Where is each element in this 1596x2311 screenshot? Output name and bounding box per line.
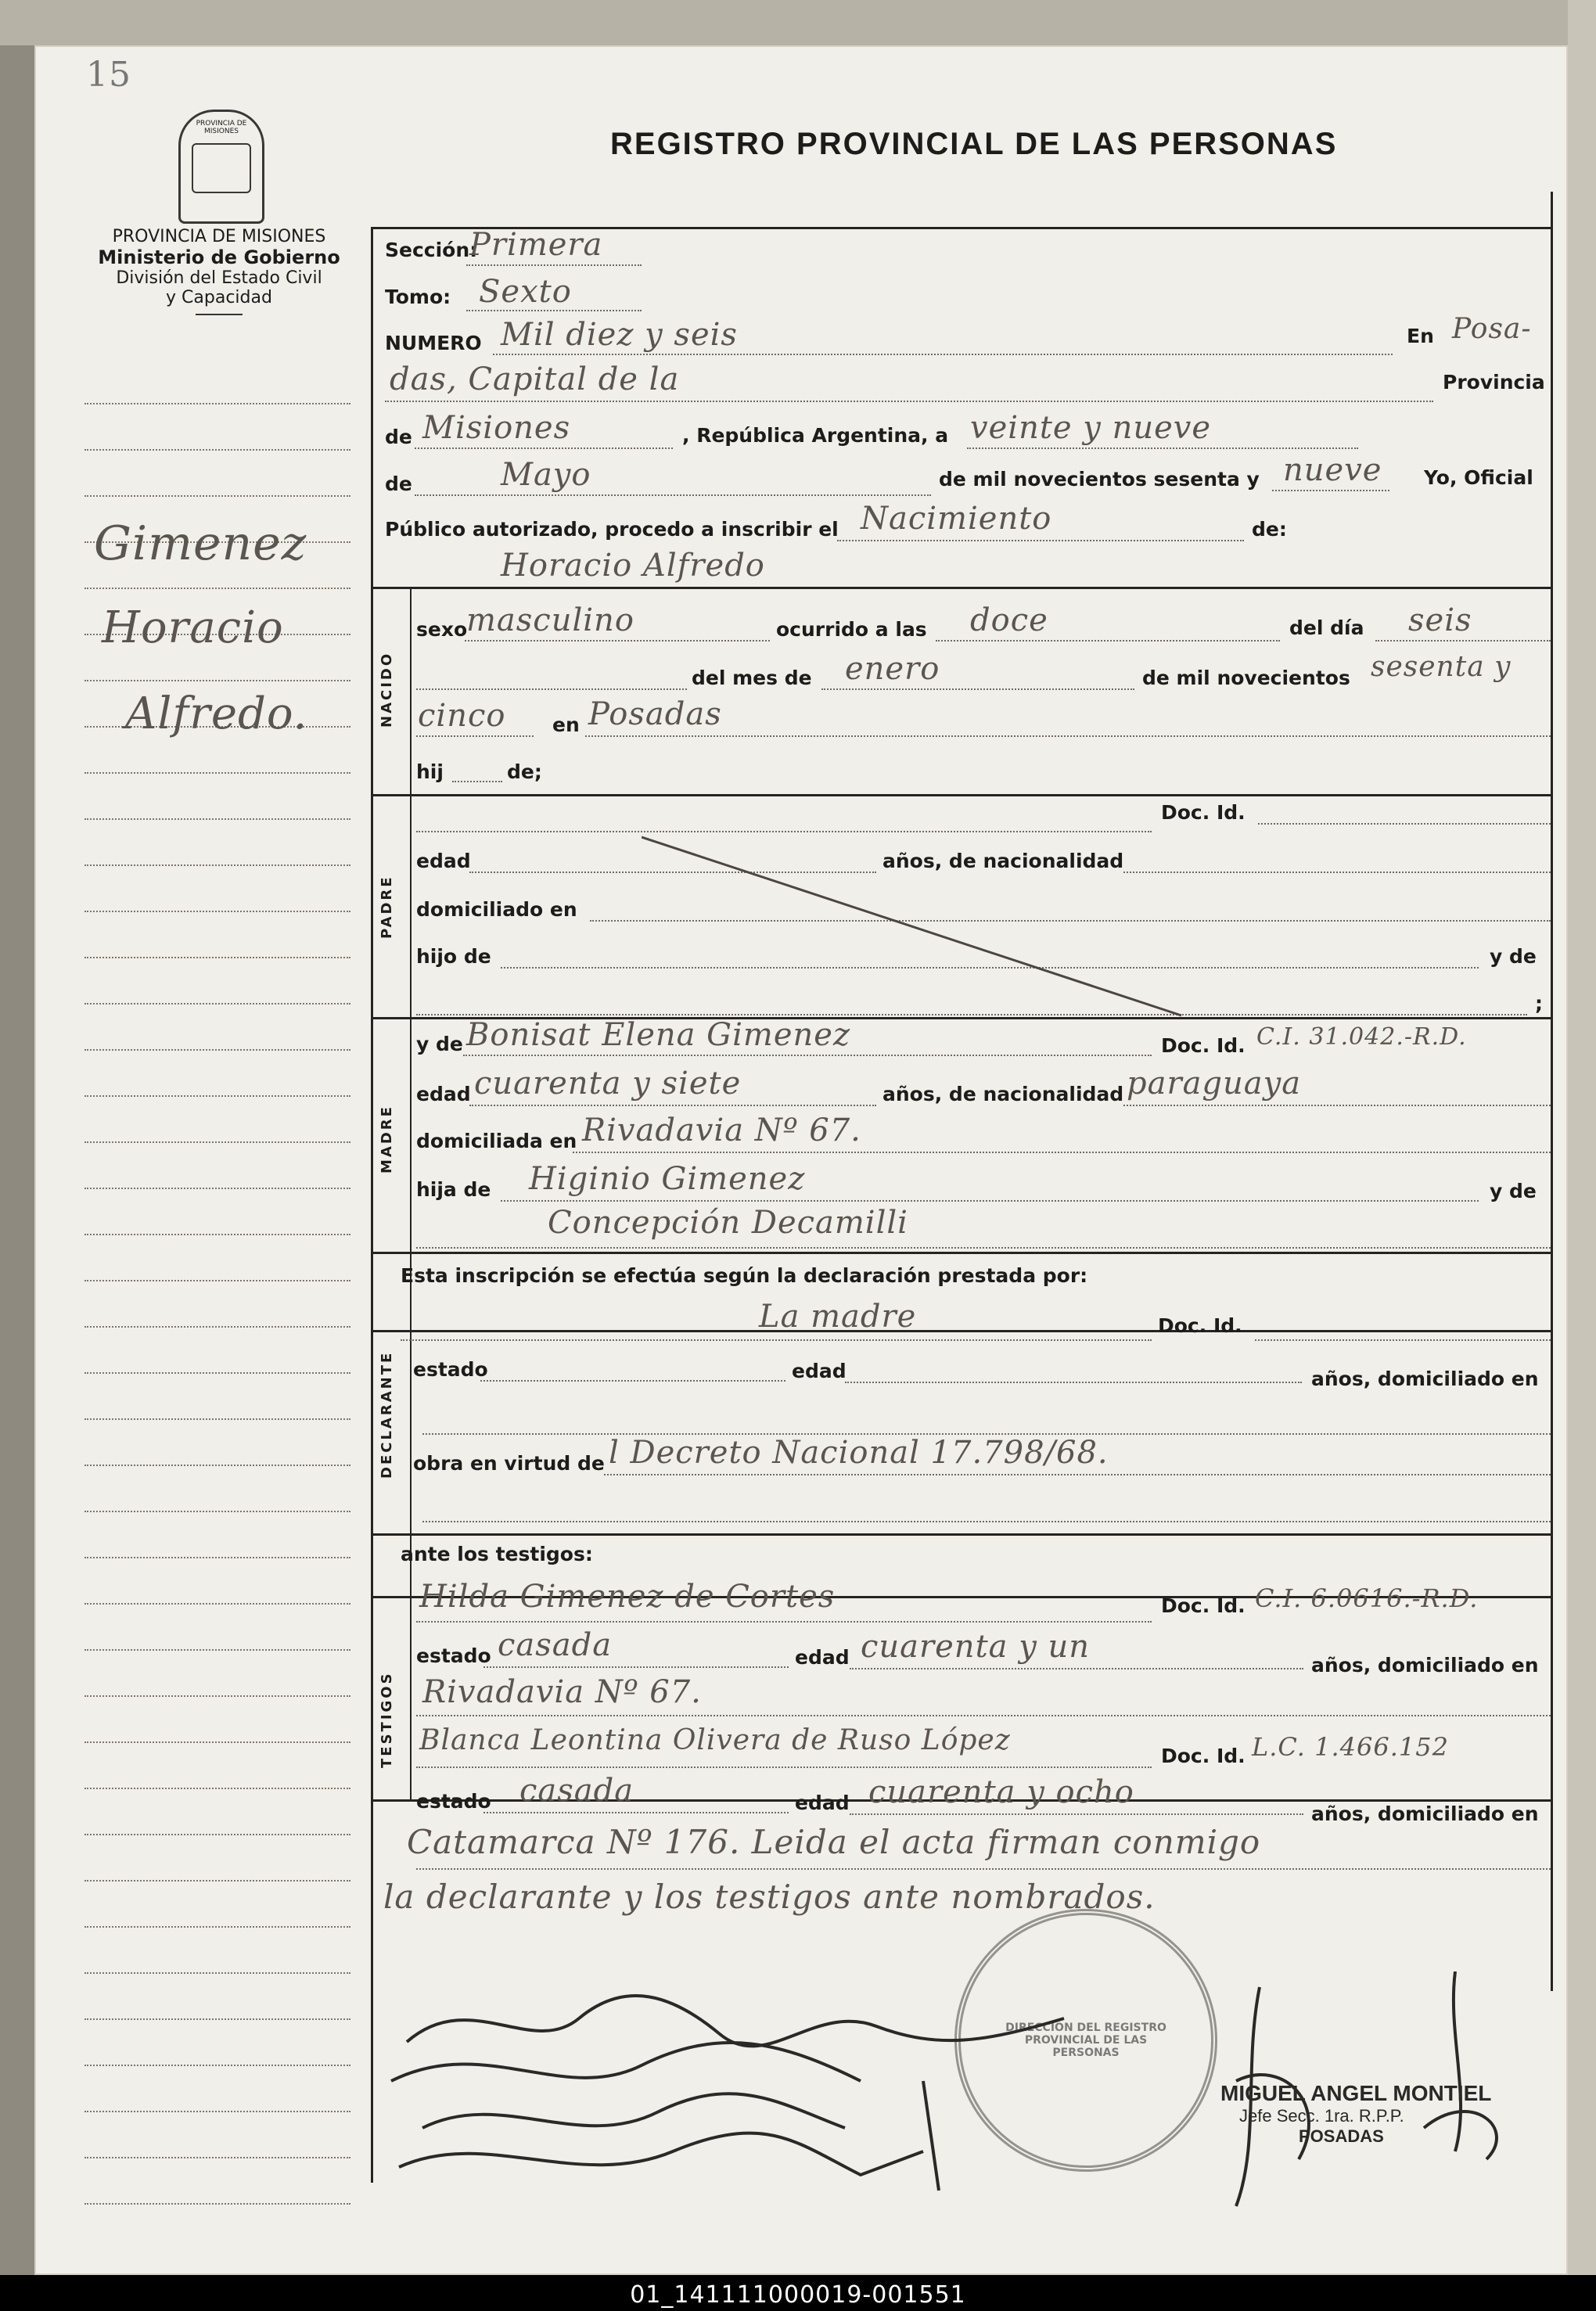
- line-anio-b: [416, 735, 534, 737]
- line-obra: [604, 1474, 1551, 1475]
- line-declarante-estado: [480, 1380, 785, 1382]
- margin-ruled-line: [84, 1095, 350, 1097]
- margin-ruled-line: [84, 680, 350, 681]
- section-label-madre: MADRE: [379, 1105, 395, 1173]
- label-t2-edad: edad: [795, 1792, 850, 1814]
- line-lugar: [585, 735, 1551, 737]
- margin-ruled-line: [84, 1141, 350, 1143]
- field-anio-b: cinco: [418, 698, 506, 734]
- form-right-border: [1551, 192, 1553, 1991]
- field-madre-edad: cuarenta y siete: [474, 1066, 742, 1102]
- label-padre-edad: edad: [416, 850, 471, 872]
- field-dia-acta: veinte y nueve: [970, 410, 1212, 446]
- margin-ruled-line: [84, 1511, 350, 1512]
- margin-ruled-line: [84, 588, 350, 589]
- field-city-a: Posa-: [1452, 313, 1532, 345]
- margin-ruled-line: [84, 1234, 350, 1235]
- line-madre-edad: [469, 1105, 876, 1106]
- line-t2-estado: [483, 1812, 789, 1813]
- margin-note-name1: Horacio: [102, 602, 284, 653]
- label-t1-dom: años, domiciliado en: [1311, 1654, 1539, 1677]
- label-del-mes: del mes de: [692, 667, 812, 689]
- margin-ruled-line: [84, 2203, 350, 2205]
- field-numero: Mil diez y seis: [501, 317, 738, 353]
- background-fabric: [0, 0, 1596, 45]
- line-provincia: [415, 447, 673, 449]
- margin-ruled-line: [84, 1188, 350, 1189]
- line-t1-estado: [483, 1666, 789, 1668]
- field-sexo: masculino: [466, 602, 634, 638]
- form-left-border: [371, 227, 373, 2183]
- line-madre-nombre: [463, 1055, 1152, 1056]
- label-provincia: Provincia: [1443, 371, 1545, 394]
- field-t2-nombre: Blanca Leontina Olivera de Ruso López: [419, 1724, 1011, 1756]
- label-de-semicolon: de;: [507, 760, 542, 783]
- field-city-b: das, Capital de la: [390, 361, 680, 397]
- field-tomo: Sexto: [479, 274, 572, 310]
- official-stamp-role: Jefe Secc. 1ra. R.P.P.: [1239, 2106, 1404, 2126]
- label-ante-testigos: ante los testigos:: [401, 1543, 593, 1565]
- margin-note-name2: Alfredo.: [125, 688, 308, 739]
- label-sexo: sexo: [416, 618, 468, 641]
- margin-ruled-line: [84, 911, 350, 912]
- margin-ruled-line: [84, 1880, 350, 1882]
- label-madre-y-de: y de: [416, 1033, 463, 1055]
- margin-ruled-line: [84, 2018, 350, 2020]
- label-tomo: Tomo:: [385, 286, 451, 308]
- seal-text: PROVINCIA DE MISIONES: [196, 120, 247, 135]
- label-numero: NUMERO: [385, 332, 482, 354]
- field-lugar: Posadas: [588, 696, 722, 732]
- page-edge: [1568, 0, 1596, 2284]
- line-declarante-nombre: [401, 1339, 1152, 1341]
- label-de-colon: de:: [1252, 518, 1287, 541]
- round-stamp-text: DIRECCION DEL REGISTRO PROVINCIAL DE LAS PERSONAS: [1005, 2022, 1166, 2059]
- line-t1-dom: [416, 1715, 1551, 1716]
- label-declarante-doc: Doc. Id.: [1158, 1314, 1242, 1337]
- label-t1-edad: edad: [795, 1646, 850, 1669]
- margin-ruled-line: [84, 2157, 350, 2158]
- section-column-border: [410, 587, 412, 1799]
- field-t1-doc: C.I. 6.0616.-R.D.: [1255, 1583, 1479, 1613]
- line-t2-edad: [850, 1813, 1303, 1815]
- official-stamp-city: POSADAS: [1299, 2126, 1384, 2146]
- label-en-lugar: en: [552, 713, 580, 736]
- margin-ruled-line: [84, 818, 350, 820]
- field-madre-nac: paraguaya: [1127, 1066, 1302, 1102]
- section-label-testigos: TESTIGOS: [379, 1671, 395, 1768]
- office-line-4: y Capacidad: [166, 288, 272, 307]
- page-title: REGISTRO PROVINCIAL DE LAS PERSONAS: [610, 127, 1338, 161]
- line-declarante-edad: [845, 1382, 1302, 1383]
- margin-ruled-line: [84, 1972, 350, 1974]
- field-anio-a: sesenta y: [1371, 651, 1512, 683]
- line-padre-doc: [1258, 823, 1551, 825]
- field-t1-dom: Rivadavia Nº 67.: [422, 1674, 702, 1710]
- field-madre-dom: Rivadavia Nº 67.: [582, 1112, 861, 1148]
- line-t1-nombre: [416, 1621, 1152, 1623]
- label-yo-oficial: Yo, Oficial: [1424, 466, 1533, 489]
- label-madre-doc: Doc. Id.: [1161, 1034, 1246, 1057]
- line-obra-2: [422, 1521, 1551, 1522]
- label-del-dia: del día: [1289, 616, 1364, 639]
- divider-padre: [371, 794, 1552, 796]
- margin-ruled-line: [84, 403, 350, 404]
- label-padre-nac: años, de nacionalidad: [882, 850, 1124, 872]
- label-madre-dom: domiciliada en: [416, 1130, 577, 1152]
- field-nombre: Horacio Alfredo: [501, 548, 765, 584]
- label-madre-y-de2: y de: [1490, 1180, 1537, 1202]
- margin-ruled-line: [84, 1926, 350, 1928]
- label-t2-dom: años, domiciliado en: [1311, 1802, 1539, 1825]
- label-obra: obra en virtud de: [413, 1452, 605, 1475]
- line-dia: [1375, 640, 1551, 642]
- line-sexo: [465, 640, 770, 642]
- page-number: 15: [86, 55, 131, 95]
- line-tomo: [466, 310, 642, 311]
- label-de-mil-nov: de mil novecientos: [1142, 667, 1350, 689]
- label-padre-hijo: hijo de: [416, 945, 491, 968]
- label-padre-dom: domiciliado en: [416, 898, 577, 921]
- margin-ruled-line: [84, 2065, 350, 2066]
- margin-ruled-line: [84, 864, 350, 866]
- field-t1-estado: casada: [498, 1627, 613, 1663]
- divider-ante: [371, 1533, 1552, 1536]
- official-stamp: [1220, 2081, 1549, 2147]
- office-line-2: Ministerio de Gobierno: [98, 246, 340, 268]
- margin-ruled-line: [84, 1372, 350, 1374]
- label-esta-inscripcion: Esta inscripción se efectúa según la declaración prestada por:: [401, 1264, 1088, 1287]
- field-closing-1: Catamarca Nº 176. Leida el acta firman conmigo: [407, 1823, 1261, 1861]
- line-anio-acta: [1272, 490, 1389, 491]
- margin-ruled-line: [84, 772, 350, 774]
- provincial-seal: [178, 110, 264, 224]
- label-t1-doc: Doc. Id.: [1161, 1594, 1246, 1617]
- line-city: [385, 401, 1433, 402]
- field-madre-madre: Concepción Decamilli: [548, 1205, 908, 1241]
- margin-ruled-line: [84, 1603, 350, 1605]
- field-mes: enero: [845, 651, 940, 687]
- margin-ruled-line: [84, 1649, 350, 1651]
- line-t2-nombre: [416, 1766, 1152, 1768]
- margin-ruled-line: [84, 1741, 350, 1743]
- line-hora: [936, 640, 1280, 642]
- label-semicolon: ;: [1535, 992, 1543, 1015]
- margin-ruled-line: [84, 2111, 350, 2112]
- margin-ruled-line: [84, 495, 350, 497]
- label-declarante-dom: años, domiciliado en: [1311, 1368, 1539, 1390]
- margin-ruled-line: [84, 1326, 350, 1328]
- label-hij: hij: [416, 760, 444, 783]
- label-declarante-estado: estado: [413, 1358, 488, 1381]
- label-de-mes: de: [385, 473, 412, 495]
- line-madre-hija: [501, 1200, 1479, 1202]
- field-madre-nombre: Bonisat Elena Gimenez: [466, 1017, 851, 1053]
- line-madre-abuela: [416, 1247, 1551, 1249]
- margin-ruled-line: [84, 1049, 350, 1051]
- line-declarante-doc: [1255, 1339, 1551, 1341]
- divider-declarante: [371, 1330, 1552, 1332]
- label-declarante-edad: edad: [792, 1360, 847, 1382]
- register-page: [34, 45, 1568, 2275]
- field-dia: seis: [1408, 602, 1472, 638]
- line-numero: [493, 354, 1393, 355]
- label-madre-edad: edad: [416, 1083, 471, 1105]
- label-de-provincia: de: [385, 426, 412, 448]
- margin-ruled-line: [84, 1557, 350, 1558]
- divider-nacido: [371, 587, 1552, 589]
- margin-ruled-line: [84, 1280, 350, 1281]
- line-acto: [837, 540, 1244, 541]
- cancel-strike-line: [642, 829, 1189, 1025]
- label-republica: , República Argentina, a: [682, 424, 949, 447]
- office-line-1: PROVINCIA DE MISIONES: [112, 227, 326, 246]
- margin-ruled-line: [84, 1465, 350, 1466]
- label-t2-estado: estado: [416, 1790, 491, 1813]
- margin-ruled-line: [84, 1695, 350, 1697]
- label-madre-nac: años, de nacionalidad: [882, 1083, 1124, 1105]
- field-t2-doc: L.C. 1.466.152: [1252, 1732, 1449, 1762]
- margin-ruled-line: [84, 1418, 350, 1420]
- field-acto: Nacimiento: [861, 501, 1052, 537]
- margin-ruled-line: [84, 957, 350, 958]
- line-seccion: [466, 264, 642, 266]
- label-en: En: [1407, 325, 1434, 347]
- field-closing-2: la declarante y los testigos ante nombrados.: [383, 1878, 1156, 1916]
- margin-ruled-line: [84, 1834, 350, 1835]
- label-de-mil: de mil novecientos sesenta y: [939, 468, 1260, 491]
- field-madre-padre: Higinio Gimenez: [529, 1161, 806, 1197]
- section-label-nacido: NACIDO: [379, 651, 395, 728]
- office-header: [78, 227, 360, 315]
- line-madre-nac: [1123, 1105, 1551, 1106]
- field-madre-doc: C.I. 31.042.-R.D.: [1256, 1023, 1467, 1051]
- field-anio-acta: nueve: [1283, 452, 1382, 488]
- line-mes-acta: [415, 494, 931, 496]
- field-declarante: La madre: [759, 1299, 917, 1335]
- label-t1-estado: estado: [416, 1644, 491, 1667]
- section-label-padre: PADRE: [379, 875, 395, 939]
- label-padre-y-de: y de: [1490, 945, 1537, 968]
- footer-id: 01_141111000019-001551: [630, 2281, 966, 2309]
- label-padre-doc: Doc. Id.: [1161, 801, 1246, 824]
- label-t2-doc: Doc. Id.: [1161, 1745, 1246, 1767]
- field-mes-acta: Mayo: [501, 457, 591, 493]
- field-seccion: Primera: [469, 227, 603, 263]
- field-t2-estado: casada: [519, 1773, 634, 1809]
- field-hora: doce: [970, 602, 1048, 638]
- line-t1-edad: [850, 1668, 1303, 1669]
- margin-ruled-line: [84, 449, 350, 451]
- field-obra: l Decreto Nacional 17.798/68.: [609, 1435, 1109, 1471]
- margin-ruled-line: [84, 1003, 350, 1005]
- margin-ruled-line: [84, 1788, 350, 1789]
- line-mes: [821, 688, 1134, 690]
- line-closing-1: [416, 1868, 1551, 1870]
- margin-note-surname: Gimenez: [94, 516, 307, 571]
- line-dia-blank: [416, 688, 687, 690]
- field-provincia: Misiones: [422, 410, 571, 446]
- label-madre-hija: hija de: [416, 1178, 491, 1201]
- line-dia-acta: [967, 447, 1358, 449]
- field-t1-edad: cuarenta y un: [861, 1629, 1091, 1665]
- label-publico: Público autorizado, procedo a inscribir el: [385, 518, 839, 541]
- office-line-3: División del Estado Civil: [116, 268, 322, 288]
- field-t2-edad: cuarenta y ocho: [868, 1774, 1134, 1810]
- section-label-declarante: DECLARANTE: [379, 1350, 395, 1479]
- label-seccion: Sección:: [385, 239, 478, 261]
- line-hij: [452, 781, 502, 782]
- divider-declaracion: [371, 1252, 1552, 1254]
- official-stamp-name: MIGUEL ANGEL MONTIEL: [1220, 2081, 1492, 2105]
- line-madre-dom: [573, 1152, 1551, 1153]
- label-ocurrido: ocurrido a las: [776, 618, 927, 641]
- field-t1-nombre: Hilda Gimenez de Cortes: [419, 1579, 836, 1615]
